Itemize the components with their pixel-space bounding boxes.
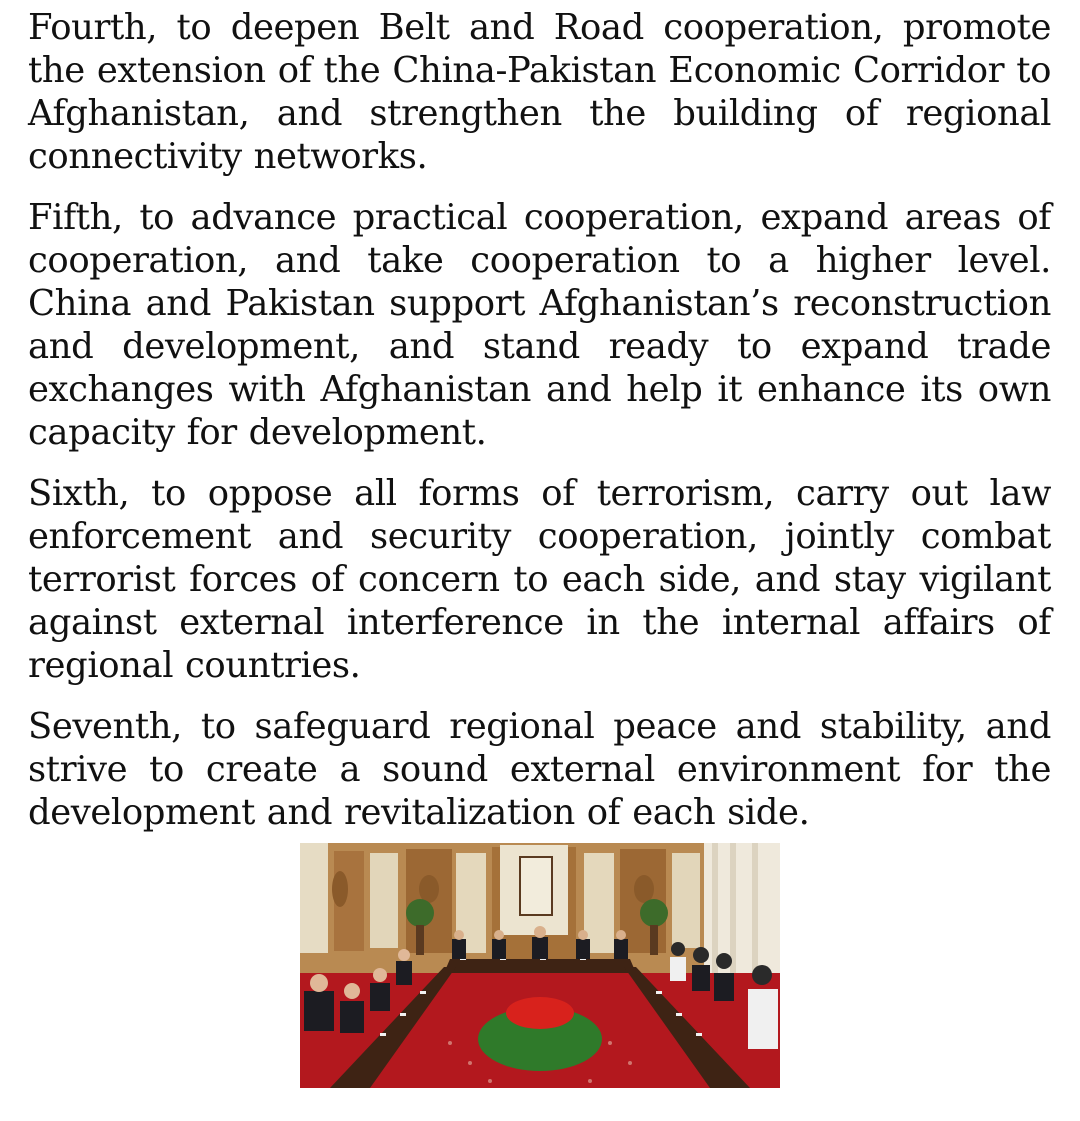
paragraph-fifth: Fifth, to advance practical cooperation, expand areas of cooperation, and take cooperation to a higher level. China and Pakistan support Afghanistan’s reconstruction and development, and stand ready to expand trade exchanges with Afghanistan and help it enhance its own capacity for development. [28,197,1051,453]
paragraph-seventh: Seventh, to safeguard regional peace and stability, and strive to create a sound external environment for the development and revitalization of each side. [28,706,1051,833]
paragraph-fourth: Fourth, to deepen Belt and Road cooperation, promote the extension of the China-Pakistan Economic Corridor to Afghanistan, and strengthen the building of regional connectivity networks. [28,7,1051,177]
paragraph-sixth: Sixth, to oppose all forms of terrorism, carry out law enforcement and security cooperation, jointly combat terrorist forces of concern to each side, and stay vigilant against external interference in the internal affairs of regional countries. [28,473,1051,686]
meeting-photo [300,843,780,1088]
photo-flowers [506,997,574,1029]
article-body [28,6,1051,852]
